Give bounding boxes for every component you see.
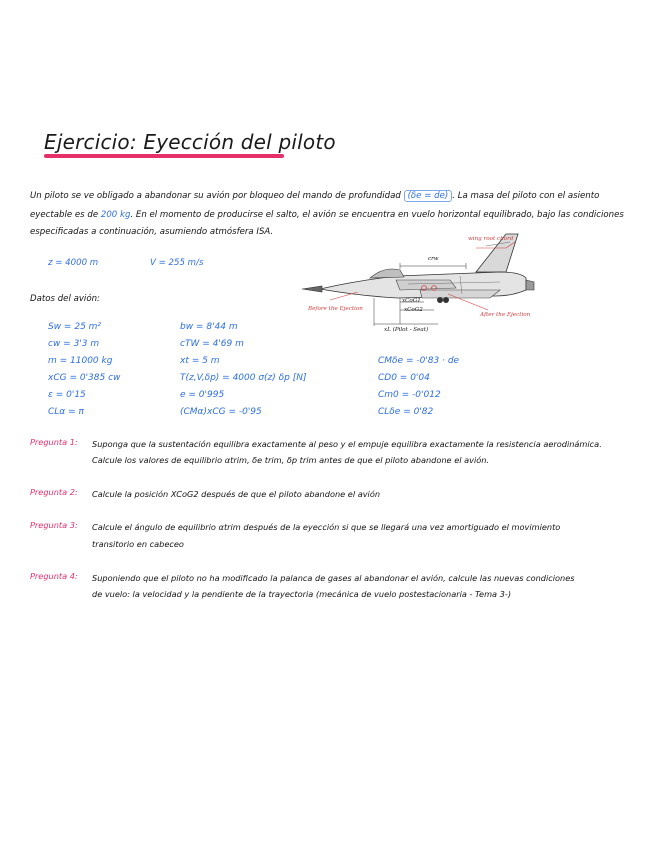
intro-text: Un piloto se ve obligado a abandonar su avión por bloqueo del mando de profundidad xyxy=(30,191,401,201)
pregunta-1-label: Pregunta 1: xyxy=(30,437,78,447)
intro-text: . La masa del piloto con el asiento xyxy=(452,191,600,201)
xcog2-label: xCoG2 xyxy=(404,307,423,313)
data-value: CLα = π xyxy=(48,407,84,417)
page-title: Ejercicio: Eyección del piloto xyxy=(44,130,336,154)
datos-heading: Datos del avión: xyxy=(30,294,100,304)
pregunta-4-line-1: Suponiendo que el piloto no ha modificado la palanca de gases al abandonar el avión, calcule las nuevas condiciones xyxy=(92,573,575,583)
before-ejection-label: Before the Ejection xyxy=(308,306,363,312)
pregunta-3-label: Pregunta 3: xyxy=(30,520,78,530)
data-value: (CMα)xCG = -0'95 xyxy=(180,407,262,417)
pregunta-1-line-2: Calcule los valores de equilibrio αtrim, δe trim, δp trim antes de que el piloto abandone el avión. xyxy=(92,455,490,465)
data-value: xt = 5 m xyxy=(180,356,220,366)
wing-root-chord-label: wing root chord xyxy=(468,236,514,242)
elevator-symbol: (δe = de) xyxy=(404,190,453,202)
intro-line-2 xyxy=(30,207,624,223)
intro-text: . En el momento de producirse el salto, el avión se encuentra en vuelo horizontal equilibrado, bajo las condiciones xyxy=(130,210,624,220)
data-value: cw = 3'3 m xyxy=(48,339,100,349)
after-ejection-label: After the Ejection xyxy=(480,312,531,318)
pilot-mass: 200 kg xyxy=(100,210,131,220)
pregunta-2-line-1: Calcule la posición XCoG2 después de que el piloto abandone el avión xyxy=(92,489,381,499)
data-value: bw = 8'44 m xyxy=(180,322,238,332)
data-value: CMδe = -0'83 · de xyxy=(378,356,460,366)
speed-value: V = 255 m/s xyxy=(150,258,204,268)
pregunta-1-line-1: Suponga que la sustentación equilibra exactamente al peso y el empuje equilibra exactamente la resistencia aerodinámica. xyxy=(92,439,602,449)
data-value: Cm0 = -0'012 xyxy=(378,390,441,400)
data-value: m = 11000 kg xyxy=(48,356,113,366)
pregunta-2-label: Pregunta 2: xyxy=(30,487,78,497)
pregunta-3-line-2: transitorio en cabeceo xyxy=(92,539,184,549)
data-value: CLδe = 0'82 xyxy=(378,407,434,417)
intro-line-3: especificadas a continuación, asumiendo atmósfera ISA. xyxy=(30,227,274,237)
data-value: T(z,V,δp) = 4000 σ(z) δp [N] xyxy=(180,373,307,383)
pregunta-4-label: Pregunta 4: xyxy=(30,571,78,581)
data-value: xCG = 0'385 cw xyxy=(48,373,121,383)
data-value: Sw = 25 m² xyxy=(48,322,102,332)
intro-text: eyectable es de xyxy=(30,210,99,220)
title-underline xyxy=(44,154,284,158)
crw-label: crw xyxy=(428,256,439,262)
data-value: cTW = 4'69 m xyxy=(180,339,244,349)
pregunta-3-line-1: Calcule el ángulo de equilibrio αtrim después de la eyección si que se llegará una vez amortiguado el movimiento xyxy=(92,522,561,532)
aircraft-diagram xyxy=(300,228,556,340)
data-value: CD0 = 0'04 xyxy=(378,373,430,383)
altitude-value: z = 4000 m xyxy=(48,258,99,268)
jet-svg xyxy=(300,228,556,340)
pregunta-4-line-2: de vuelo: la velocidad y la pendiente de la trayectoria (mecánica de vuelo postestacionaria - Tema 3-) xyxy=(92,589,512,599)
data-value: e = 0'995 xyxy=(180,390,225,400)
data-value: ε = 0'15 xyxy=(48,390,86,400)
intro-line-1 xyxy=(30,188,599,204)
xcog1-label: xCoG1 xyxy=(402,298,421,304)
xl-label: xL (Pilot - Seat) xyxy=(384,327,429,333)
